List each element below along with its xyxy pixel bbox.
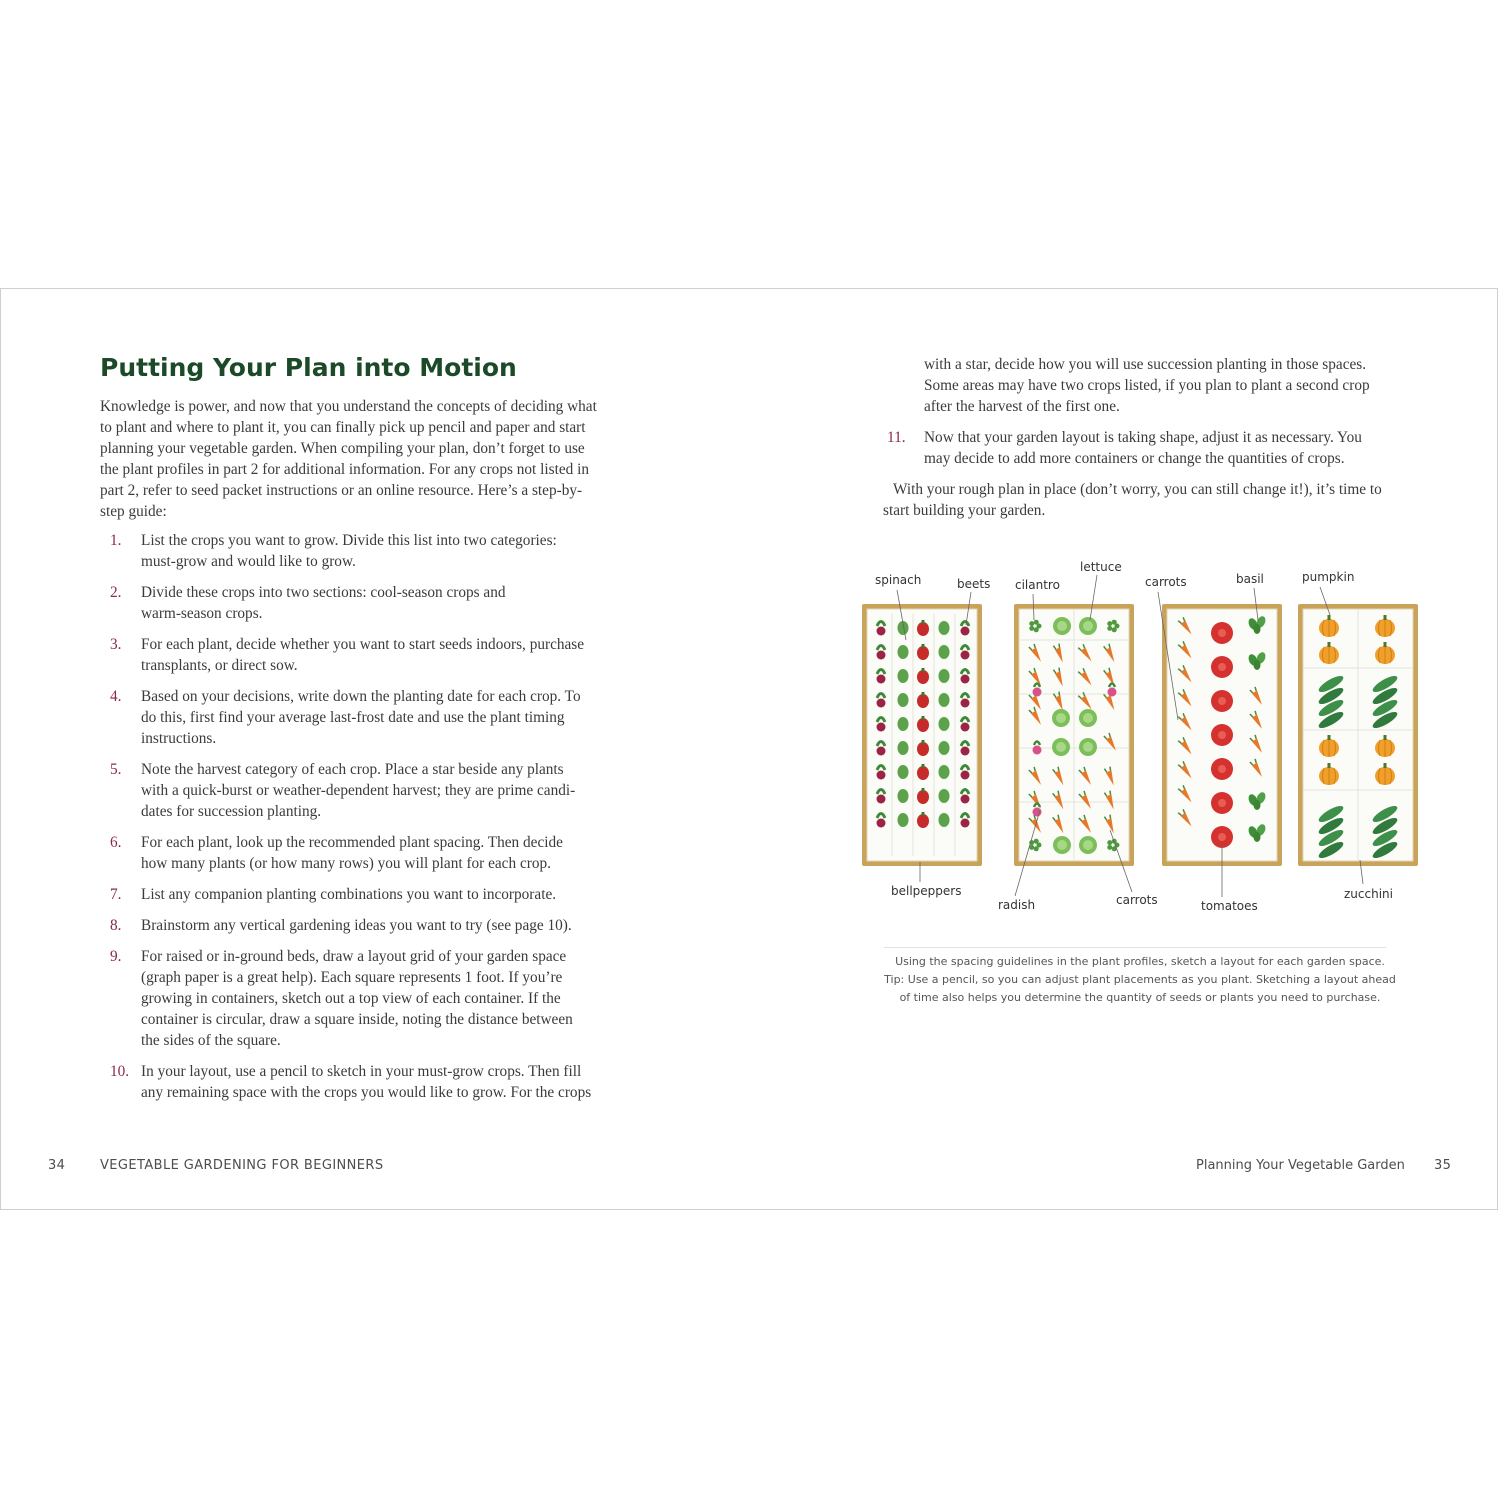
page-number-right: 35 xyxy=(1434,1158,1452,1173)
intro-line: planning your vegetable garden. When compiling your plan, don’t forget to use xyxy=(100,440,585,457)
spinach-icon xyxy=(939,693,950,707)
label-carrots-top: carrots xyxy=(1145,575,1187,589)
beet-icon xyxy=(877,795,886,804)
beet-icon xyxy=(877,699,886,708)
spinach-icon xyxy=(898,789,909,803)
label-tomatoes: tomatoes xyxy=(1201,899,1258,913)
step-text: List any companion planting combinations you want to incorporate. xyxy=(141,886,557,903)
spinach-icon xyxy=(898,693,909,707)
beet-icon xyxy=(961,651,970,660)
step-number: 4. xyxy=(110,688,122,705)
radish-icon xyxy=(1033,808,1042,817)
beet-icon xyxy=(877,747,886,756)
label-beets: beets xyxy=(957,577,991,591)
spinach-icon xyxy=(939,621,950,635)
spinach-icon xyxy=(939,645,950,659)
intro-line: part 2, refer to seed packet instructions or an online resource. Here’s a step-by- xyxy=(100,482,583,499)
beet-icon xyxy=(961,747,970,756)
step-number: 3. xyxy=(110,636,122,653)
step-text: In your layout, use a pencil to sketch in your must-grow crops. Then fill any remaining space with the crops you would like to grow. For the crops xyxy=(141,1063,592,1101)
step-text: List the crops you want to grow. Divide this list into two categories: must-grow and would like to grow. xyxy=(141,532,557,570)
beet-icon xyxy=(877,675,886,684)
intro-line: Knowledge is power, and now that you understand the concepts of deciding what xyxy=(100,398,597,415)
spinach-icon xyxy=(898,813,909,827)
step-number: 1. xyxy=(110,532,122,549)
pepper-icon xyxy=(917,622,929,636)
label-lettuce: lettuce xyxy=(1080,560,1122,574)
beet-icon xyxy=(961,819,970,828)
label-bellpeppers: bellpeppers xyxy=(891,884,962,898)
beet-icon xyxy=(961,723,970,732)
spinach-icon xyxy=(939,813,950,827)
spinach-icon xyxy=(939,717,950,731)
step-number: 11. xyxy=(887,429,906,446)
beet-icon xyxy=(961,675,970,684)
pepper-icon xyxy=(917,742,929,756)
spinach-icon xyxy=(939,789,950,803)
garden-beds xyxy=(862,604,1418,866)
pepper-icon xyxy=(917,718,929,732)
step-number: 10. xyxy=(110,1063,130,1080)
radish-icon xyxy=(1108,688,1117,697)
beet-icon xyxy=(961,627,970,636)
running-head-right: Planning Your Vegetable Garden xyxy=(1196,1158,1405,1173)
spinach-icon xyxy=(898,645,909,659)
step-number: 2. xyxy=(110,584,122,601)
closing-paragraph: With your rough plan in place (don’t worry, you can still change it!), it’s time to start building your garden. xyxy=(883,481,1382,519)
step-text: Now that your garden layout is taking shape, adjust it as necessary. You may decide to add more containers or change the quantities of crops. xyxy=(924,429,1362,467)
step-text: For each plant, decide whether you want to start seeds indoors, purchase transplants, or direct sow. xyxy=(141,636,585,674)
spinach-icon xyxy=(898,717,909,731)
step-text: Divide these crops into two sections: cool-season crops and warm-season crops. xyxy=(141,584,506,622)
beet-icon xyxy=(877,771,886,780)
beet-icon xyxy=(961,771,970,780)
spinach-icon xyxy=(898,765,909,779)
radish-icon xyxy=(1033,746,1042,755)
radish-icon xyxy=(1033,688,1042,697)
spinach-icon xyxy=(898,669,909,683)
intro-line: step guide: xyxy=(100,503,167,520)
label-carrots-bottom: carrots xyxy=(1116,893,1158,907)
beet-icon xyxy=(877,651,886,660)
beet-icon xyxy=(877,723,886,732)
section-heading: Putting Your Plan into Motion xyxy=(100,353,517,382)
label-pumpkin: pumpkin xyxy=(1302,570,1355,584)
step-text: Brainstorm any vertical gardening ideas you want to try (see page 10). xyxy=(141,917,572,934)
step-text: Based on your decisions, write down the planting date for each crop. To do this, first find your average last-frost date and use the plant timing instructions. xyxy=(141,688,581,747)
spinach-icon xyxy=(939,669,950,683)
label-zucchini: zucchini xyxy=(1344,887,1393,901)
pepper-icon xyxy=(917,790,929,804)
step-text: For raised or in-ground beds, draw a layout grid of your garden space (graph paper is a great help). Each square represents 1 foot. If you’re growing in containers, sketch out a top view of each container. If the container is circular, draw a square inside, noting the distance between the sides of the square. xyxy=(141,948,573,1049)
step-10-continued: with a star, decide how you will use succession planting in those spaces. Some areas may have two crops listed, if you plan to plant a second crop after the harvest of the first one. xyxy=(924,356,1370,415)
spinach-icon xyxy=(939,741,950,755)
label-spinach: spinach xyxy=(875,573,922,587)
spinach-icon xyxy=(898,741,909,755)
label-cilantro: cilantro xyxy=(1015,578,1060,592)
step-number: 7. xyxy=(110,886,122,903)
pepper-icon xyxy=(917,670,929,684)
step-text: Note the harvest category of each crop. Place a star beside any plants with a quick-burst or weather-dependent harvest; they are prime candi- dates for succession planting. xyxy=(141,761,576,820)
pepper-icon xyxy=(917,814,929,828)
label-radish: radish xyxy=(998,898,1036,912)
intro-line: the plant profiles in part 2 for additional information. For any crops not listed in xyxy=(100,461,589,478)
step-number: 6. xyxy=(110,834,122,851)
step-number: 9. xyxy=(110,948,122,965)
pepper-icon xyxy=(917,646,929,660)
beet-icon xyxy=(961,699,970,708)
step-number: 8. xyxy=(110,917,122,934)
step-number: 5. xyxy=(110,761,122,778)
pepper-icon xyxy=(917,694,929,708)
spinach-icon xyxy=(939,765,950,779)
figure-caption: Using the spacing guidelines in the plant profiles, sketch a layout for each garden space. Tip: Use a pencil, so you can adjust plant placements as you plant. Sketching a layout ahead of time also helps you determine the quantity of seeds or plants you need to purchase. xyxy=(884,955,1396,1004)
beet-icon xyxy=(877,819,886,828)
caption-rule xyxy=(884,947,1386,948)
beet-icon xyxy=(961,795,970,804)
step-text: For each plant, look up the recommended plant spacing. Then decide how many plants (or how many rows) you will plant for each crop. xyxy=(141,834,563,872)
page-number-left: 34 xyxy=(48,1158,66,1173)
pepper-icon xyxy=(917,766,929,780)
running-head-left: VEGETABLE GARDENING FOR BEGINNERS xyxy=(100,1158,384,1173)
beet-icon xyxy=(877,627,886,636)
label-basil: basil xyxy=(1236,572,1264,586)
intro-line: to plant and where to plant it, you can finally pick up pencil and paper and start xyxy=(100,419,586,436)
